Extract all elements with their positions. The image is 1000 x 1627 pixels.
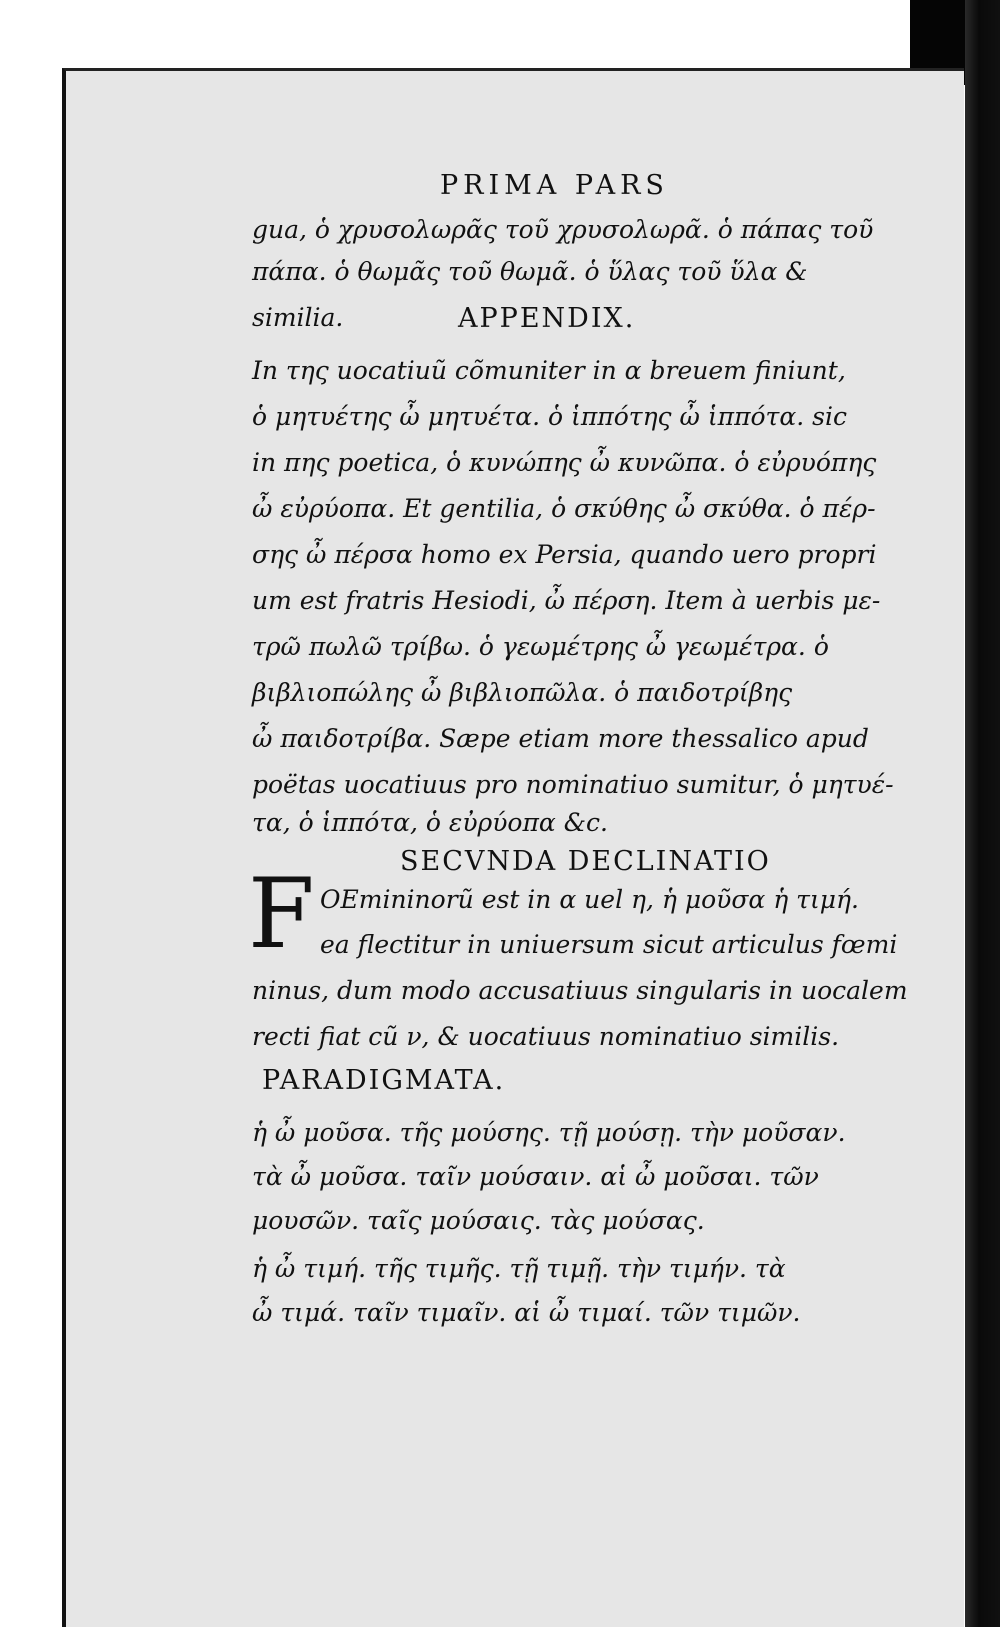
text-line: τα, ὁ ἱππότα, ὁ εὐρύοπα &c. <box>252 808 608 837</box>
text-line: τὰ ὦ μοῦσα. ταῖν μούσαιν. αἱ ὦ μοῦσαι. τῶν <box>252 1162 819 1191</box>
text-line: In της uocatiuũ cõmuniter in α breuem finiunt, <box>252 356 846 385</box>
running-head: PRIMA PARS <box>440 170 669 201</box>
text-line: um est fratris Hesiodi, ὦ πέρση. Item à uerbis με- <box>252 586 881 615</box>
text-line: ὦ τιμά. ταῖν τιμαῖν. αἱ ὦ τιμαί. τῶν τιμῶν. <box>252 1298 801 1327</box>
paradigmata-heading: PARADIGMATA. <box>262 1065 506 1096</box>
text-line: σης ὦ πέρσα homo ex Persia, quando uero propri <box>252 540 877 569</box>
text-line: ὦ παιδοτρίβα. Sæpe etiam more thessalico apud <box>252 724 869 753</box>
text-line: ἡ ὦ μοῦσα. τῆς μούσης. τῇ μούσῃ. τὴν μοῦσαν. <box>252 1118 846 1147</box>
text-line: poëtas uocatiuus pro nominatiuo sumitur, ὁ μητυέ- <box>252 770 894 799</box>
text-line: similia. <box>252 303 344 332</box>
text-line: gua, ὁ χρυσολωρᾶς τοῦ χρυσολωρᾶ. ὁ πάπας τοῦ <box>252 215 874 244</box>
text-line: πάπα. ὁ θωμᾶς τοῦ θωμᾶ. ὁ ὕλας τοῦ ὕλα & <box>252 257 808 286</box>
text-line: ninus, dum modo accusatiuus singularis in uocalem <box>252 976 908 1005</box>
secunda-declinatio-heading: SECVNDA DECLINATIO <box>400 846 771 877</box>
text-line: μουσῶν. ταῖς μούσαις. τὰς μούσας. <box>252 1206 705 1235</box>
text-line: in πης poetica, ὁ κυνώπης ὦ κυνῶπα. ὁ εὐρυόπης <box>252 448 877 477</box>
text-line: τρῶ πωλῶ τρίβω. ὁ γεωμέτρης ὦ γεωμέτρα. ὁ <box>252 632 829 661</box>
text-line: ἡ ὦ τιμή. τῆς τιμῆς. τῇ τιμῇ. τὴν τιμήν. τὰ <box>252 1254 786 1283</box>
drop-cap-initial: F <box>248 858 315 970</box>
text-line: ὦ εὐρύοπα. Et gentilia, ὁ σκύθης ὦ σκύθα. ὁ πέρ- <box>252 494 876 523</box>
book-edge <box>965 0 1000 1627</box>
text-line: OEmininorũ est in α uel η, ἡ μοῦσα ἡ τιμή. <box>320 885 859 914</box>
text-line: ea flectitur in uniuersum sicut articulus fœmi <box>320 930 898 959</box>
appendix-heading: APPENDIX. <box>458 303 636 334</box>
text-line: βιβλιοπώλης ὦ βιβλιοπῶλα. ὁ παιδοτρίβης <box>252 678 793 707</box>
text-line: ὁ μητυέτης ὦ μητυέτα. ὁ ἱππότης ὦ ἱππότα. sic <box>252 402 847 431</box>
text-line: recti fiat cũ ν, & uocatiuus nominatiuo similis. <box>252 1022 840 1051</box>
